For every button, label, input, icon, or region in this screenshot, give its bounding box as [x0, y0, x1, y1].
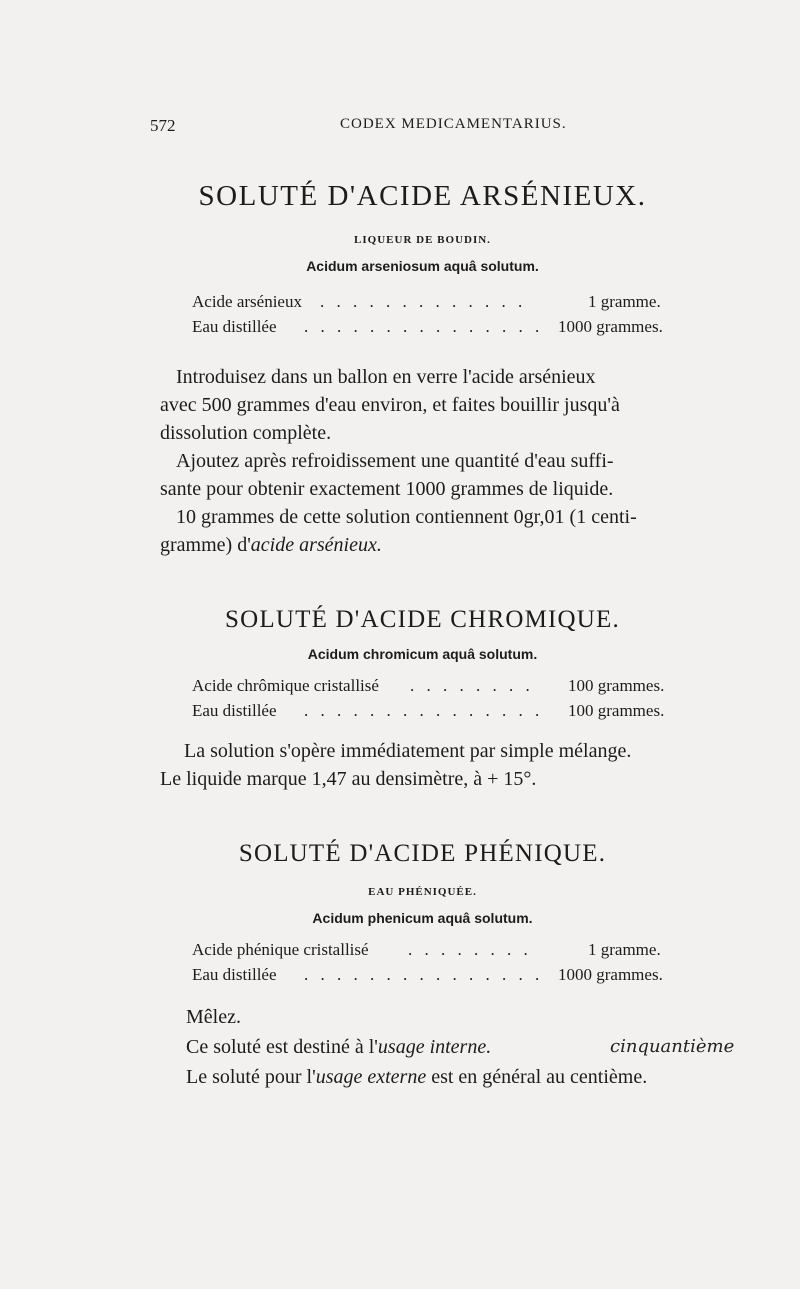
paragraph-text: est en général au centième.: [426, 1066, 648, 1088]
leader-dots: . . . . . . . .: [410, 676, 534, 695]
italic-term: usage externe: [315, 1066, 427, 1088]
paragraph-line: Ajoutez après refroidissement une quantité d'eau suffi-: [176, 450, 614, 472]
section-subtitle-boudin: LIQUEUR DE BOUDIN.: [354, 234, 491, 246]
ingredient-quantity: 100 grammes.: [568, 701, 665, 720]
running-title: CODEX MEDICAMENTARIUS.: [340, 116, 567, 132]
italic-term: usage interne.: [377, 1036, 492, 1058]
ingredient-quantity: 1000 grammes.: [558, 317, 663, 336]
paragraph-line: [186, 1066, 716, 1089]
ingredient-row: [192, 292, 682, 318]
section-title-phenique: SOLUTÉ D'ACIDE PHÉNIQUE.: [238, 840, 607, 867]
paragraph-line: sante pour obtenir exactement 1000 grammes de liquide.: [160, 478, 614, 500]
section-title-arsenieux: SOLUTÉ D'ACIDE ARSÉNIEUX.: [198, 180, 647, 212]
ingredient-row: [192, 701, 682, 727]
paragraph-text: Le soluté pour l': [186, 1066, 316, 1088]
paragraph-line: [160, 534, 690, 557]
ingredient-row: [192, 940, 682, 966]
ingredient-quantity: 1 gramme.: [588, 940, 661, 959]
paragraph-line: La solution s'opère immédiatement par simple mélange.: [184, 740, 632, 762]
page-header: [150, 116, 680, 140]
paragraph-text: Ce soluté est destiné à l': [186, 1036, 378, 1058]
ingredient-row: [192, 676, 682, 702]
ingredient-quantity: 100 grammes.: [568, 676, 665, 695]
ingredient-name: Eau distillée: [192, 701, 277, 720]
ingredient-name: Acide arsénieux: [192, 292, 302, 311]
latin-name-chromicum: Acidum chromicum aquâ solutum.: [307, 646, 538, 662]
handwritten-annotation: cinquantième: [610, 1036, 735, 1057]
paragraph-line: dissolution complète.: [160, 422, 332, 444]
paragraph-line: 10 grammes de cette solution contiennent 0gr,01 (1 centi-: [176, 506, 637, 528]
ingredient-quantity: 1 gramme.: [588, 292, 661, 311]
paragraph-line: Mêlez.: [186, 1006, 241, 1028]
paragraph-text: gramme) d': [160, 534, 251, 556]
ingredient-row: [192, 965, 682, 991]
paragraph-line: avec 500 grammes d'eau environ, et faites bouillir jusqu'à: [160, 394, 620, 416]
paragraph-line: Le liquide marque 1,47 au densimètre, à + 15°.: [160, 768, 537, 790]
ingredient-row: [192, 317, 682, 343]
latin-name-phenicum: Acidum phenicum aquâ solutum.: [312, 910, 533, 926]
leader-dots: . . . . . . . . . . . . . . .: [304, 965, 544, 984]
leader-dots: . . . . . . . . . . . . . . .: [304, 317, 544, 336]
leader-dots: . . . . . . . . . . . . . . .: [304, 701, 544, 720]
paragraph-line: Introduisez dans un ballon en verre l'acide arsénieux: [176, 366, 596, 388]
leader-dots: . . . . . . . .: [408, 940, 532, 959]
latin-name-arseniosum: Acidum arseniosum aquâ solutum.: [306, 258, 539, 274]
ingredient-name: Acide phénique cristallisé: [192, 940, 369, 959]
ingredient-name: Eau distillée: [192, 965, 277, 984]
italic-term: acide arsénieux.: [250, 534, 382, 556]
section-subtitle-eau-pheniquee: EAU PHÉNIQUÉE.: [368, 886, 477, 898]
leader-dots: . . . . . . . . . . . . .: [320, 292, 527, 311]
ingredient-name: Acide chrômique cristallisé: [192, 676, 379, 695]
section-title-chromique: SOLUTÉ D'ACIDE CHROMIQUE.: [225, 606, 620, 633]
ingredient-quantity: 1000 grammes.: [558, 965, 663, 984]
ingredient-name: Eau distillée: [192, 317, 277, 336]
page-number: 572: [150, 116, 176, 135]
